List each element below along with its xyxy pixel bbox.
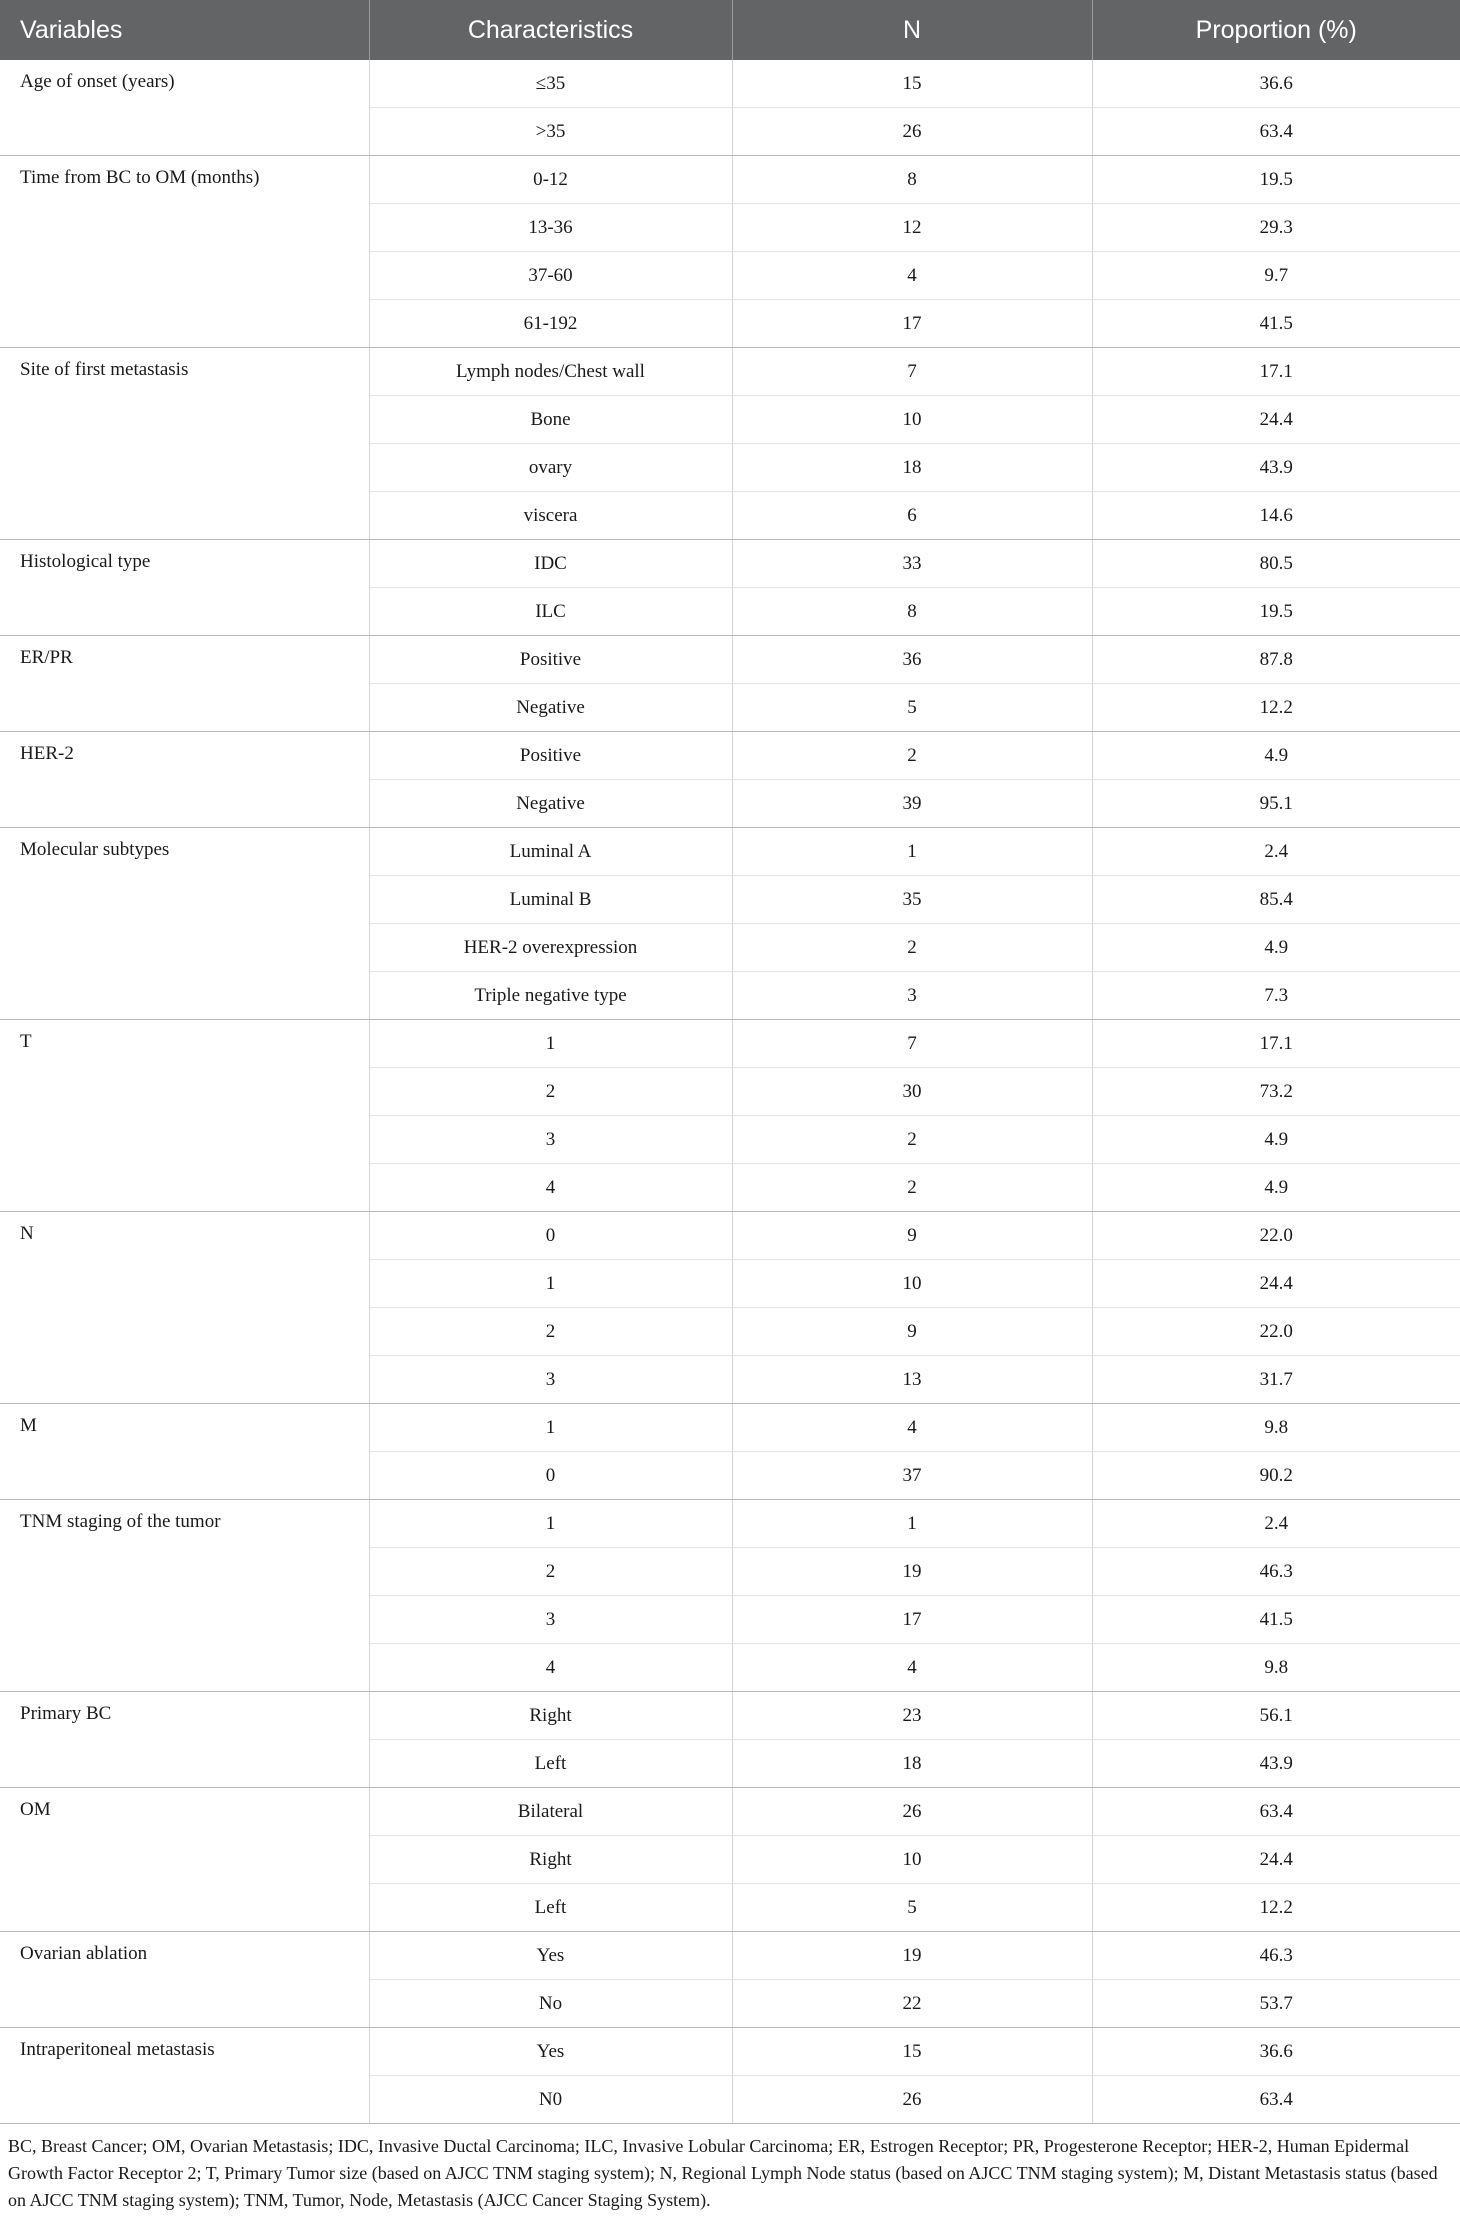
n-cell: 19 [732, 1548, 1092, 1596]
characteristic-cell: 37-60 [369, 252, 732, 300]
header-characteristics: Characteristics [369, 0, 732, 60]
n-cell: 8 [732, 588, 1092, 636]
header-proportion: Proportion (%) [1092, 0, 1460, 60]
proportion-cell: 63.4 [1092, 108, 1460, 156]
table-row [0, 1692, 1460, 1740]
table-row [0, 1932, 1460, 1980]
proportion-cell: 53.7 [1092, 1980, 1460, 2028]
n-cell: 2 [732, 924, 1092, 972]
characteristic-cell: 1 [369, 1500, 732, 1548]
table-row [0, 348, 1460, 396]
variable-cell: Primary BC [0, 1692, 369, 1788]
header-row [0, 0, 1460, 60]
n-cell: 10 [732, 1260, 1092, 1308]
characteristic-cell: N0 [369, 2076, 732, 2124]
characteristic-cell: Left [369, 1740, 732, 1788]
proportion-cell: 9.8 [1092, 1404, 1460, 1452]
proportion-cell: 4.9 [1092, 924, 1460, 972]
variable-cell: OM [0, 1788, 369, 1932]
proportion-cell: 19.5 [1092, 588, 1460, 636]
n-cell: 7 [732, 1020, 1092, 1068]
n-cell: 37 [732, 1452, 1092, 1500]
n-cell: 15 [732, 60, 1092, 108]
table-row [0, 636, 1460, 684]
characteristic-cell: Bone [369, 396, 732, 444]
proportion-cell: 7.3 [1092, 972, 1460, 1020]
n-cell: 36 [732, 636, 1092, 684]
characteristic-cell: 1 [369, 1020, 732, 1068]
n-cell: 12 [732, 204, 1092, 252]
variable-cell: TNM staging of the tumor [0, 1500, 369, 1692]
characteristic-cell: 3 [369, 1596, 732, 1644]
characteristic-cell: Right [369, 1836, 732, 1884]
n-cell: 18 [732, 1740, 1092, 1788]
table-row [0, 2028, 1460, 2076]
characteristic-cell: Yes [369, 1932, 732, 1980]
characteristic-cell: 0-12 [369, 156, 732, 204]
table-row [0, 540, 1460, 588]
characteristic-cell: ILC [369, 588, 732, 636]
proportion-cell: 12.2 [1092, 684, 1460, 732]
n-cell: 30 [732, 1068, 1092, 1116]
variable-cell: ER/PR [0, 636, 369, 732]
proportion-cell: 90.2 [1092, 1452, 1460, 1500]
characteristic-cell: Bilateral [369, 1788, 732, 1836]
n-cell: 19 [732, 1932, 1092, 1980]
n-cell: 17 [732, 1596, 1092, 1644]
n-cell: 33 [732, 540, 1092, 588]
n-cell: 9 [732, 1212, 1092, 1260]
proportion-cell: 14.6 [1092, 492, 1460, 540]
characteristic-cell: Right [369, 1692, 732, 1740]
proportion-cell: 63.4 [1092, 1788, 1460, 1836]
n-cell: 5 [732, 684, 1092, 732]
characteristic-cell: 2 [369, 1068, 732, 1116]
proportion-cell: 24.4 [1092, 1260, 1460, 1308]
characteristic-cell: 2 [369, 1308, 732, 1356]
proportion-cell: 43.9 [1092, 1740, 1460, 1788]
proportion-cell: 46.3 [1092, 1548, 1460, 1596]
table-row [0, 828, 1460, 876]
characteristic-cell: 0 [369, 1212, 732, 1260]
n-cell: 6 [732, 492, 1092, 540]
table-row [0, 1788, 1460, 1836]
variable-cell: M [0, 1404, 369, 1500]
n-cell: 7 [732, 348, 1092, 396]
proportion-cell: 87.8 [1092, 636, 1460, 684]
table-row [0, 156, 1460, 204]
n-cell: 35 [732, 876, 1092, 924]
table-body [0, 60, 1460, 2124]
proportion-cell: 22.0 [1092, 1308, 1460, 1356]
header-variables: Variables [0, 0, 369, 60]
n-cell: 13 [732, 1356, 1092, 1404]
n-cell: 2 [732, 1116, 1092, 1164]
n-cell: 10 [732, 396, 1092, 444]
characteristic-cell: Luminal B [369, 876, 732, 924]
characteristic-cell: 3 [369, 1356, 732, 1404]
n-cell: 8 [732, 156, 1092, 204]
variable-cell: Ovarian ablation [0, 1932, 369, 2028]
characteristic-cell: 0 [369, 1452, 732, 1500]
proportion-cell: 46.3 [1092, 1932, 1460, 1980]
proportion-cell: 24.4 [1092, 396, 1460, 444]
characteristic-cell: Negative [369, 780, 732, 828]
characteristic-cell: 1 [369, 1404, 732, 1452]
characteristic-cell: Luminal A [369, 828, 732, 876]
table-row [0, 1020, 1460, 1068]
n-cell: 26 [732, 1788, 1092, 1836]
proportion-cell: 56.1 [1092, 1692, 1460, 1740]
proportion-cell: 41.5 [1092, 1596, 1460, 1644]
table-row [0, 1404, 1460, 1452]
n-cell: 4 [732, 1644, 1092, 1692]
characteristic-cell: >35 [369, 108, 732, 156]
variable-cell: N [0, 1212, 369, 1404]
characteristic-cell: Yes [369, 2028, 732, 2076]
n-cell: 1 [732, 1500, 1092, 1548]
characteristic-cell: Lymph nodes/Chest wall [369, 348, 732, 396]
proportion-cell: 43.9 [1092, 444, 1460, 492]
proportion-cell: 36.6 [1092, 2028, 1460, 2076]
variable-cell: Molecular subtypes [0, 828, 369, 1020]
characteristic-cell: 4 [369, 1164, 732, 1212]
characteristic-cell: Left [369, 1884, 732, 1932]
variable-cell: Site of first metastasis [0, 348, 369, 540]
proportion-cell: 36.6 [1092, 60, 1460, 108]
variable-cell: Age of onset (years) [0, 60, 369, 156]
table-header [0, 0, 1460, 60]
characteristic-cell: Triple negative type [369, 972, 732, 1020]
proportion-cell: 85.4 [1092, 876, 1460, 924]
proportion-cell: 22.0 [1092, 1212, 1460, 1260]
variable-cell: Histological type [0, 540, 369, 636]
header-n: N [732, 0, 1092, 60]
proportion-cell: 31.7 [1092, 1356, 1460, 1404]
characteristic-cell: ovary [369, 444, 732, 492]
table-row [0, 60, 1460, 108]
n-cell: 1 [732, 828, 1092, 876]
characteristic-cell: 61-192 [369, 300, 732, 348]
n-cell: 39 [732, 780, 1092, 828]
characteristic-cell: Negative [369, 684, 732, 732]
n-cell: 9 [732, 1308, 1092, 1356]
variable-cell: Time from BC to OM (months) [0, 156, 369, 348]
n-cell: 2 [732, 732, 1092, 780]
proportion-cell: 24.4 [1092, 1836, 1460, 1884]
characteristic-cell: 4 [369, 1644, 732, 1692]
characteristic-cell: Positive [369, 732, 732, 780]
n-cell: 17 [732, 300, 1092, 348]
n-cell: 5 [732, 1884, 1092, 1932]
characteristic-cell: 3 [369, 1116, 732, 1164]
table-row [0, 1500, 1460, 1548]
proportion-cell: 2.4 [1092, 1500, 1460, 1548]
n-cell: 22 [732, 1980, 1092, 2028]
proportion-cell: 2.4 [1092, 828, 1460, 876]
characteristic-cell: viscera [369, 492, 732, 540]
n-cell: 23 [732, 1692, 1092, 1740]
n-cell: 26 [732, 108, 1092, 156]
n-cell: 18 [732, 444, 1092, 492]
proportion-cell: 12.2 [1092, 1884, 1460, 1932]
characteristic-cell: IDC [369, 540, 732, 588]
proportion-cell: 4.9 [1092, 1164, 1460, 1212]
variable-cell: HER-2 [0, 732, 369, 828]
proportion-cell: 9.8 [1092, 1644, 1460, 1692]
n-cell: 4 [732, 252, 1092, 300]
proportion-cell: 80.5 [1092, 540, 1460, 588]
n-cell: 3 [732, 972, 1092, 1020]
n-cell: 4 [732, 1404, 1092, 1452]
n-cell: 26 [732, 2076, 1092, 2124]
proportion-cell: 41.5 [1092, 300, 1460, 348]
table-footnote: BC, Breast Cancer; OM, Ovarian Metastasis; IDC, Invasive Ductal Carcinoma; ILC, Invasive Lobular Carcinoma; ER, Estrogen Receptor; PR, Progesterone Receptor; HER-2, Human Epidermal Growth Factor Receptor 2; T, Primary Tumor size (based on AJCC TNM staging system); N, Regional Lymph Node status (based on AJCC TNM staging system); M, Distant Metastasis status (based on AJCC TNM staging system); TNM, Tumor, Node, Metastasis (AJCC Cancer Staging System). [8, 2136, 1438, 2210]
n-cell: 2 [732, 1164, 1092, 1212]
characteristic-cell: 1 [369, 1260, 732, 1308]
proportion-cell: 29.3 [1092, 204, 1460, 252]
proportion-cell: 19.5 [1092, 156, 1460, 204]
proportion-cell: 4.9 [1092, 732, 1460, 780]
proportion-cell: 95.1 [1092, 780, 1460, 828]
characteristic-cell: 2 [369, 1548, 732, 1596]
proportion-cell: 17.1 [1092, 1020, 1460, 1068]
characteristic-cell: HER-2 overexpression [369, 924, 732, 972]
n-cell: 10 [732, 1836, 1092, 1884]
proportion-cell: 63.4 [1092, 2076, 1460, 2124]
table-row [0, 732, 1460, 780]
variable-cell: T [0, 1020, 369, 1212]
proportion-cell: 73.2 [1092, 1068, 1460, 1116]
characteristic-cell: Positive [369, 636, 732, 684]
proportion-cell: 4.9 [1092, 1116, 1460, 1164]
table-row [0, 1212, 1460, 1260]
characteristic-cell: No [369, 1980, 732, 2028]
variable-cell: Intraperitoneal metastasis [0, 2028, 369, 2124]
n-cell: 15 [732, 2028, 1092, 2076]
characteristic-cell: ≤35 [369, 60, 732, 108]
proportion-cell: 17.1 [1092, 348, 1460, 396]
proportion-cell: 9.7 [1092, 252, 1460, 300]
characteristic-cell: 13-36 [369, 204, 732, 252]
